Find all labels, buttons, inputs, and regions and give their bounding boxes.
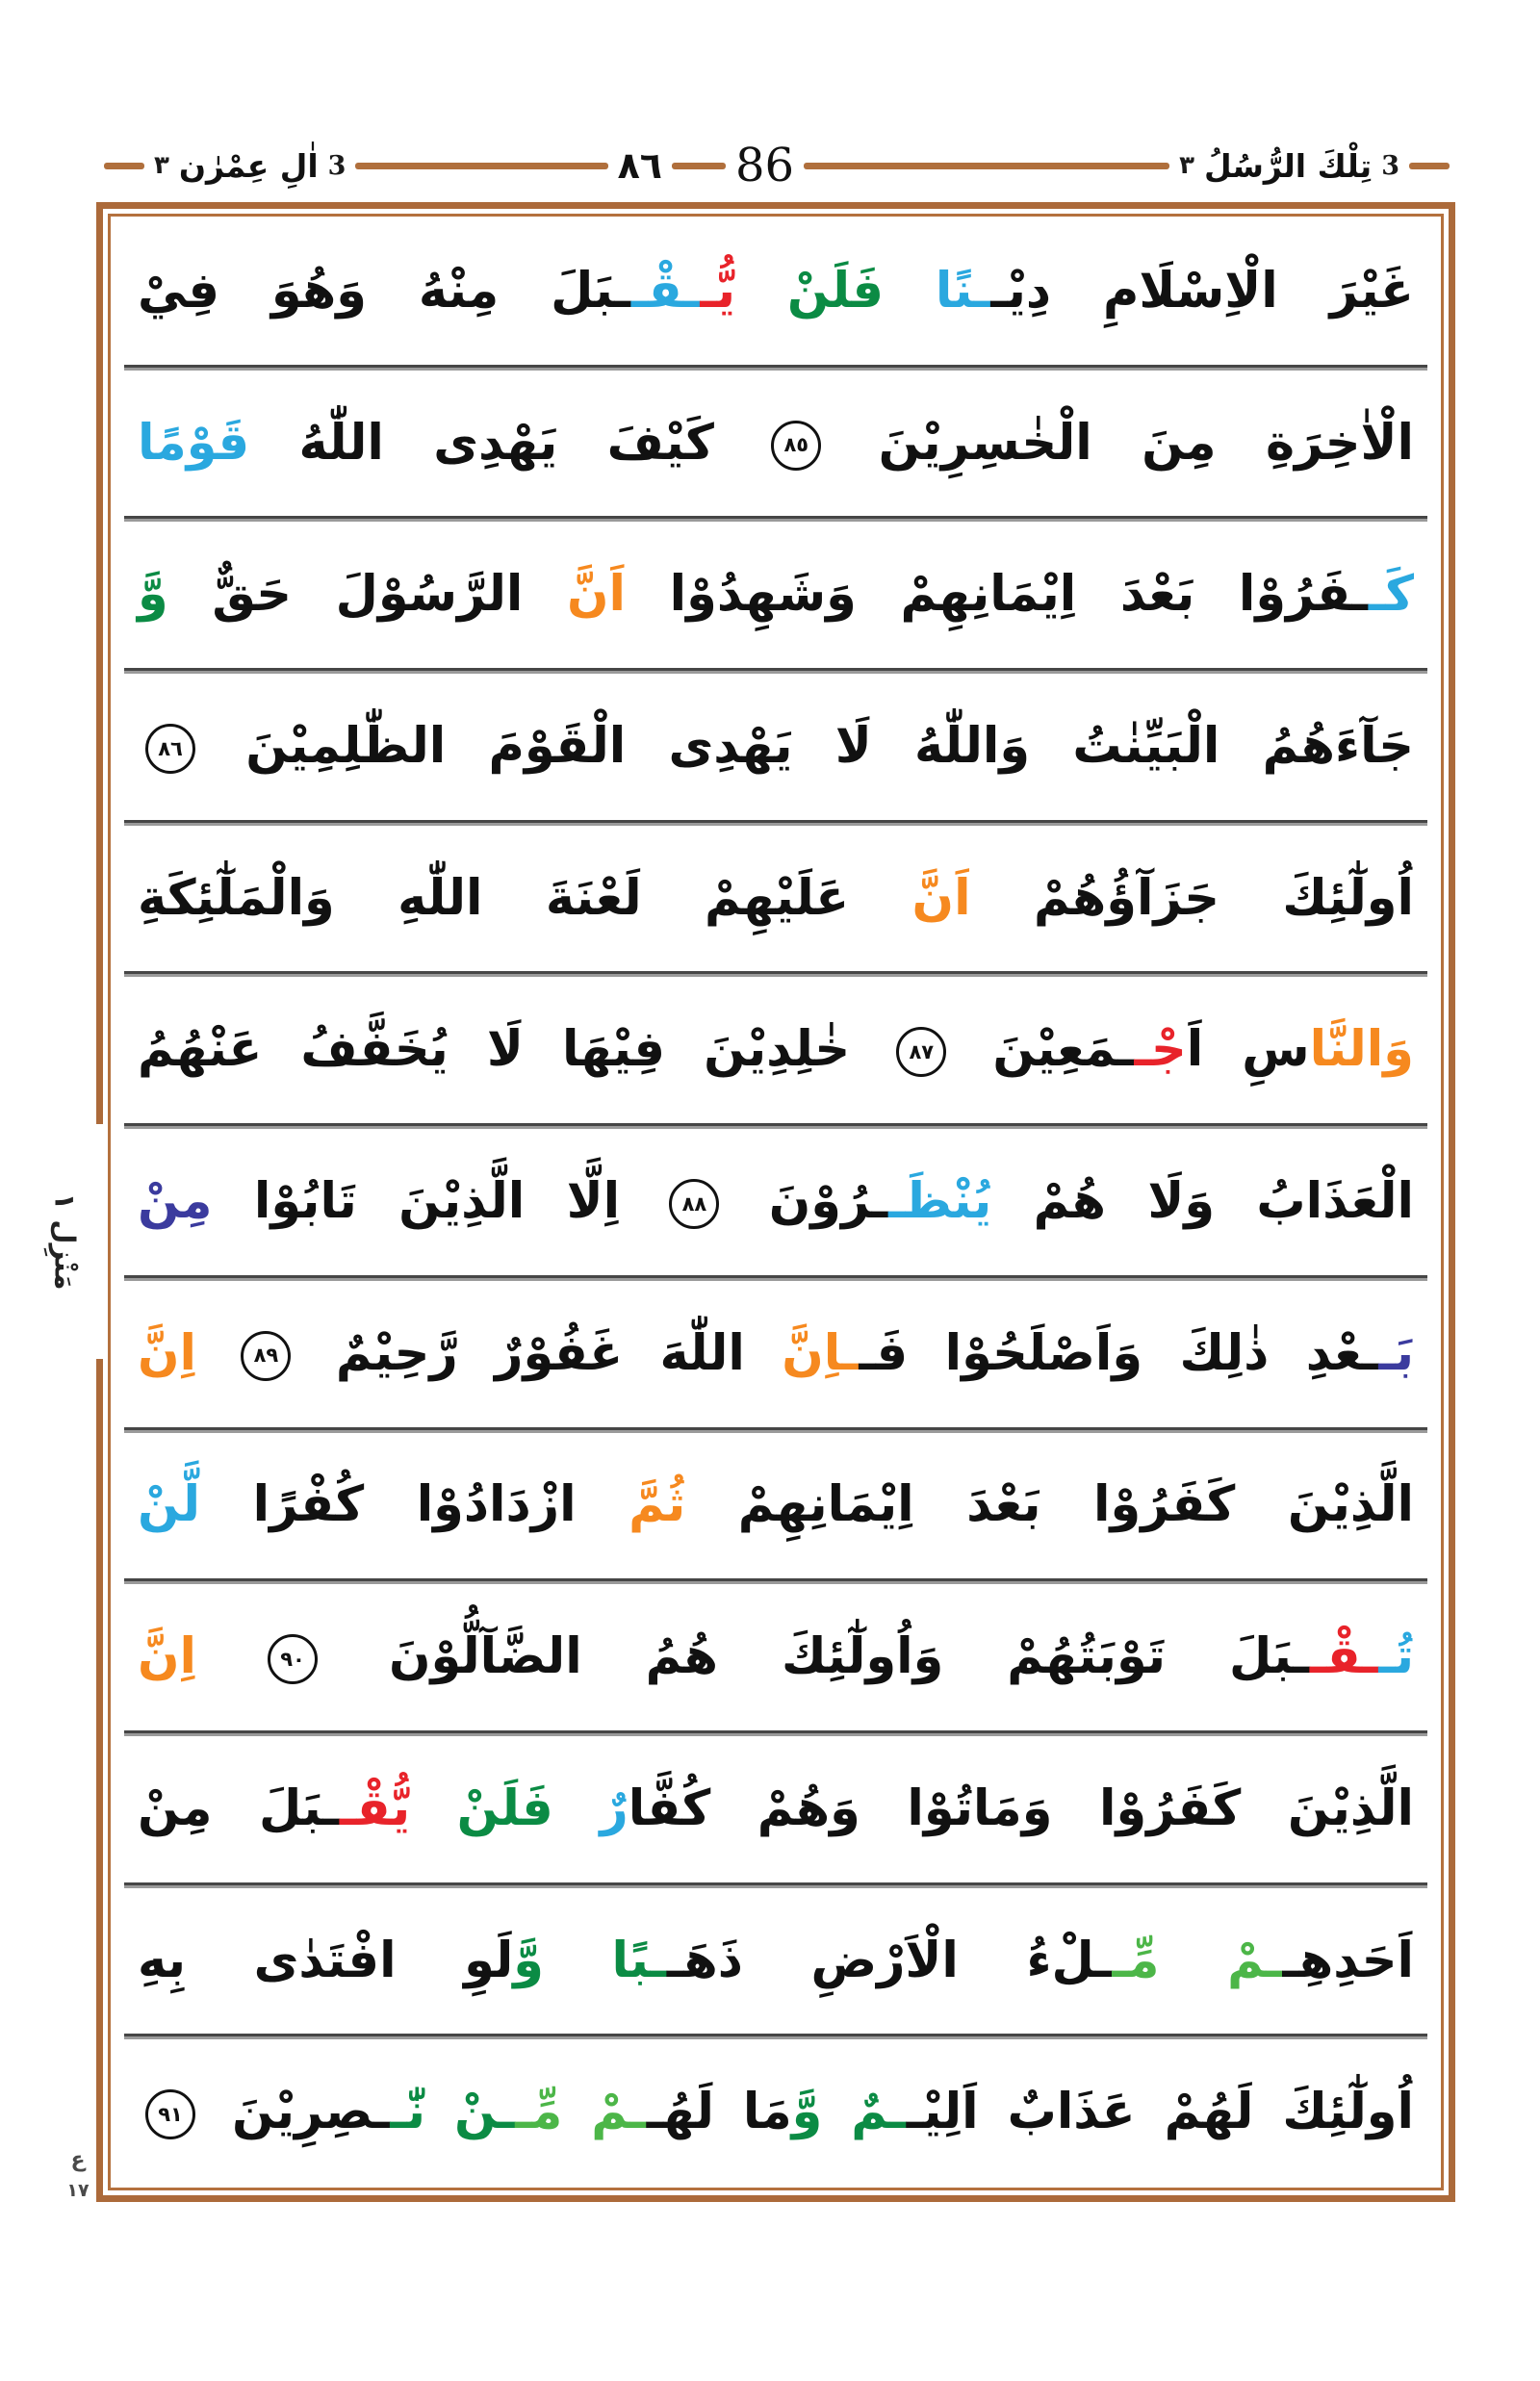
quran-line-text — [138, 1171, 1414, 1233]
juz-title-group — [1179, 147, 1399, 185]
tajweed-text-token: لَّنْ — [138, 1476, 201, 1534]
tajweed-text-token: ـاِنَّ — [744, 1324, 860, 1382]
tajweed-text-token: الرَّسُوْلَ حَقٌّ — [167, 566, 524, 624]
tajweed-text-token: مَا لَهُـ — [646, 2084, 792, 2141]
tajweed-text-token: ـنًا — [884, 262, 991, 320]
tajweed-text-token: كَـ — [1368, 566, 1414, 624]
tajweed-text-token: ثُمَّ — [576, 1476, 686, 1534]
quran-line-text — [138, 716, 1414, 778]
tajweed-text-token: الَّذِيْنَ كَفَرُوْا بَعْدَ اِيْمَانِهِمْ — [685, 1476, 1415, 1534]
tajweed-text-token: عَلَيْهِمْ لَعْنَةَ اللّٰهِ وَالْمَلٰٓئِكَةِ — [138, 869, 850, 927]
tajweed-text-token: اللّٰهَ غَفُوْرٌ رَّحِيْمٌ — [298, 1324, 745, 1382]
header-rule — [804, 163, 1169, 169]
quran-line — [124, 674, 1427, 826]
verse-end-marker: ٨٧ — [896, 1027, 946, 1077]
quran-line-text — [138, 1626, 1414, 1688]
tajweed-text-token: الْعَذَابُ وَلَا هُمْ — [991, 1173, 1414, 1231]
tajweed-text-token: ـبَلَ تَوْبَتُهُمْ وَاُولٰٓئِكَ هُمُ الضَّآلُّوْنَ — [325, 1628, 1310, 1686]
tajweed-text-token: تُـ — [1378, 1628, 1414, 1686]
tajweed-text-token: الْاٰخِرَةِ مِنَ الْخٰسِرِيْنَ — [829, 414, 1414, 472]
tajweed-text-token: مِنْ — [138, 1173, 213, 1231]
tajweed-text-token: ـعْدِ ذٰلِكَ وَاَصْلَحُوْا فَـ — [859, 1324, 1379, 1382]
tajweed-text-token: ـنْ نّٰـ — [390, 2084, 516, 2141]
quran-line — [124, 2039, 1427, 2186]
tajweed-text-token: بَـ — [1378, 1324, 1415, 1382]
tajweed-text-token: جْـ — [1134, 1021, 1187, 1079]
tajweed-text-token: يُّقْـ — [339, 1779, 411, 1837]
header-rule — [355, 163, 607, 169]
verse-end-marker: ٩١ — [145, 2089, 195, 2139]
page-frame — [96, 202, 1455, 2202]
tajweed-text-token: ـقْـ — [1309, 1628, 1379, 1686]
tajweed-text-token: وَّ — [138, 566, 168, 624]
tajweed-text-token: ـرُوْنَ — [727, 1173, 889, 1231]
tajweed-text-token: يُنْظَـ — [888, 1173, 992, 1231]
juz-number-western: 3 — [1381, 150, 1399, 181]
quran-line-text — [138, 1931, 1414, 1992]
verse-end-marker: ٨٩ — [241, 1331, 291, 1381]
quran-line — [124, 1584, 1427, 1736]
header-rule — [104, 163, 144, 169]
tajweed-text-token: اِنَّ — [138, 1628, 260, 1686]
quran-line — [124, 1736, 1427, 1888]
tajweed-text-token: اَنَّ — [523, 566, 627, 624]
tajweed-text-token: اُولٰٓئِكَ جَزَآؤُهُمْ — [970, 869, 1414, 927]
quran-line-text — [138, 2082, 1414, 2143]
tajweed-text-token: يُّـ — [700, 262, 736, 320]
quran-line — [124, 1129, 1427, 1281]
verse-end-marker: ٨٨ — [669, 1179, 719, 1229]
tajweed-text-token: ـلْءُ الْاَرْضِ ذَهَـ — [666, 1932, 1113, 1989]
quran-line-text — [138, 1779, 1414, 1840]
tajweed-text-token: ـصِرِيْنَ — [203, 2084, 391, 2141]
page-number-arabic: ٨٦ — [617, 144, 662, 187]
surah-title-group — [154, 147, 346, 185]
juz-title: تِلْكَ الرُّسُلُ — [1203, 146, 1373, 185]
quran-line — [124, 977, 1427, 1129]
manzil-label — [23, 1124, 106, 1359]
tajweed-text-token: ـمَعِيْنَ — [954, 1021, 1135, 1079]
tajweed-text-token: وَالنَّا — [1309, 1021, 1414, 1079]
tajweed-text-token: ـفَرُوْا بَعْدَ اِيْمَانِهِمْ وَشَهِدُوْا — [626, 566, 1369, 624]
quran-line — [124, 218, 1427, 371]
tajweed-text-token: اَحَدِهِـ — [1282, 1932, 1414, 1989]
tajweed-text-token: ـبَلَ مِنْ — [138, 1779, 340, 1837]
quran-line — [124, 1433, 1427, 1585]
tajweed-text-token: ـقْـ — [630, 262, 701, 320]
page-number-western: 86 — [734, 139, 795, 192]
tajweed-text-token: اِنَّ — [138, 1324, 234, 1382]
quran-line-text — [138, 413, 1414, 474]
verse-end-marker: ٩٠ — [268, 1634, 318, 1684]
manzil-text: مَنْزِل ١ — [48, 1192, 82, 1291]
quran-line-text — [138, 261, 1414, 322]
surah-number-arabic: ٣ — [154, 151, 169, 180]
quran-line — [124, 371, 1427, 523]
tajweed-text-token: فَلَنْ — [410, 1779, 553, 1837]
quran-line — [124, 522, 1427, 674]
surah-number-western: 3 — [327, 150, 346, 181]
ruku-number: ١٧ — [66, 2180, 90, 2201]
tajweed-text-token: جَآءَهُمُ الْبَيِّنٰتُ وَاللّٰهُ لَا يَهْدِى الْقَوْمَ الظّٰلِمِيْنَ — [203, 718, 1414, 776]
verse-end-marker: ٨٦ — [145, 724, 195, 774]
tajweed-text-token: خٰلِدِيْنَ فِيْهَا لَا يُخَفَّفُ عَنْهُمُ — [138, 1021, 889, 1079]
tajweed-text-token: ـمٌ وَّ — [791, 2084, 907, 2141]
tajweed-text-token: فَلَنْ — [735, 262, 885, 320]
quran-lines — [108, 214, 1444, 2190]
tajweed-text-token: رٌ — [552, 1779, 629, 1837]
quran-line-text — [138, 868, 1414, 930]
header-rule — [672, 163, 726, 169]
tajweed-text-token: اَنَّ — [849, 869, 971, 927]
tajweed-text-token: اِلَّا الَّذِيْنَ تَابُوْا — [212, 1173, 662, 1231]
quran-line-text — [138, 1474, 1414, 1536]
quran-line — [124, 1888, 1427, 2040]
tajweed-text-token: اُولٰٓئِكَ لَهُمْ عَذَابٌ اَلِيْـ — [906, 2084, 1414, 2141]
ruku-letter: ع — [70, 2148, 86, 2172]
surah-title: اٰلِ عِمْرٰن — [178, 146, 319, 185]
page-header — [94, 135, 1459, 196]
quran-line-text — [138, 564, 1414, 626]
ruku-marker — [56, 2148, 100, 2201]
quran-line — [124, 1281, 1427, 1433]
juz-number-arabic: ٣ — [1179, 151, 1194, 180]
tajweed-text-token: ـبًا وَّ — [513, 1932, 667, 1989]
header-rule — [1409, 163, 1450, 169]
tajweed-text-token: قَوْمًا — [138, 414, 250, 472]
verse-end-marker: ٨٥ — [771, 421, 821, 471]
tajweed-text-token: غَيْرَ الْاِسْلَامِ دِيْـ — [990, 262, 1415, 320]
tajweed-text-token: لَوِ افْتَدٰى بِهِ — [138, 1932, 514, 1989]
quran-line — [124, 826, 1427, 978]
tajweed-text-token: ـبَلَ مِنْهُ وَهُوَ فِيْ — [138, 262, 631, 320]
quran-line-text — [138, 1019, 1414, 1081]
tajweed-text-token: ـمْ مِّـ — [1112, 1932, 1283, 1989]
tajweed-text-token: سِ اَ — [1186, 1021, 1310, 1079]
tajweed-text-token: ـمْ مِّـ — [515, 2084, 647, 2141]
quran-line-text — [138, 1323, 1414, 1385]
tajweed-text-token: الَّذِيْنَ كَفَرُوْا وَمَاتُوْا وَهُمْ كُفَّا — [628, 1779, 1414, 1837]
tajweed-text-token: ازْدَادُوْا كُفْرًا — [200, 1476, 577, 1534]
tajweed-text-token: كَيْفَ يَهْدِى اللّٰهُ — [249, 414, 764, 472]
